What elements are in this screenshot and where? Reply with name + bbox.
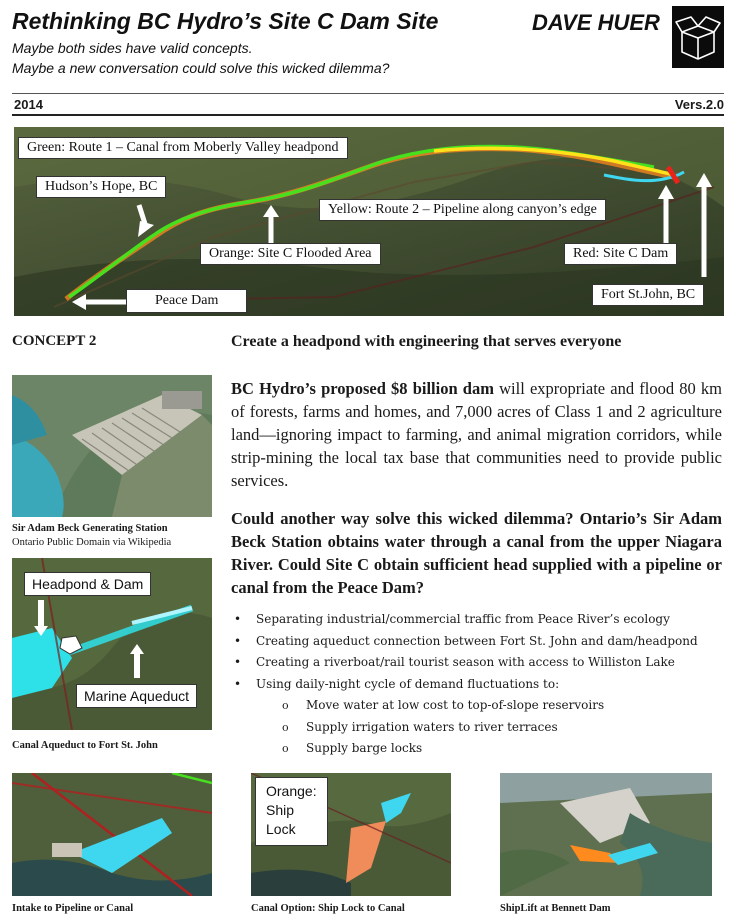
list-item: • Creating aqueduct connection between Fort St. John and dam/headpond xyxy=(234,631,724,653)
subtitle-line-2: Maybe a new conversation could solve this wicked dilemma? xyxy=(12,60,390,76)
benefits-list xyxy=(234,609,724,760)
label-red-dam: Red: Site C Dam xyxy=(564,243,677,265)
body-paragraph-2: Could another way solve this wicked dilemma? Ontario’s Sir Adam Beck Station obtains water through a canal from the upper Niagara River. Could Site C obtain sufficient head supplied with a pipeline or canal from the Peace Dam? xyxy=(231,509,722,597)
concept-label: CONCEPT 2 xyxy=(12,333,97,349)
label-hudsons-hope: Hudson’s Hope, BC xyxy=(36,176,166,198)
aqueduct-photo xyxy=(12,558,212,730)
sub-list-item: o Move water at low cost to top-of-slope reservoirs xyxy=(234,695,724,717)
label-marine-aqueduct: Marine Aqueduct xyxy=(76,684,197,708)
para1-rest: will expropriate and flood 80 km of forests, farms and homes, and 7,000 acres of Class 1 and 2 agriculture land—ignoring impact to farming, and animal migration corridors, while strip-mining the local tax base that communities need to provide public services. xyxy=(231,379,722,490)
list-item: • Using daily-night cycle of demand fluctuations to: xyxy=(234,674,724,696)
list-item: • Creating a riverboat/rail tourist season with access to Williston Lake xyxy=(234,652,724,674)
body-paragraph-1 xyxy=(231,377,722,492)
label-headpond-dam: Headpond & Dam xyxy=(24,572,151,596)
intake-photo xyxy=(12,773,212,896)
label-orange-flooded: Orange: Site C Flooded Area xyxy=(200,243,381,265)
sub-list-item: o Supply barge locks xyxy=(234,738,724,760)
header-rule xyxy=(12,93,724,94)
version-label: Vers.2.0 xyxy=(674,97,724,112)
beck-station-photo xyxy=(12,375,212,517)
document-title: Rethinking BC Hydro’s Site C Dam Site xyxy=(12,8,439,34)
concept-heading: Create a headpond with engineering that serves everyone xyxy=(231,333,622,350)
year-label: 2014 xyxy=(14,97,43,112)
aqueduct-caption: Canal Aqueduct to Fort St. John xyxy=(12,740,158,751)
beck-station-caption: Sir Adam Beck Generating Station xyxy=(12,523,168,534)
shiplift-caption: ShipLift at Bennett Dam xyxy=(500,903,611,914)
label-fort-st-john: Fort St.John, BC xyxy=(592,284,704,306)
route-map xyxy=(14,127,724,316)
list-item: • Separating industrial/commercial traffic from Peace River’s ecology xyxy=(234,609,724,631)
shiplift-photo xyxy=(500,773,712,896)
label-green-route-1: Green: Route 1 – Canal from Moberly Valley headpond xyxy=(18,137,348,159)
subtitle-line-1: Maybe both sides have valid concepts. xyxy=(12,40,253,56)
shiplock-photo xyxy=(251,773,451,896)
header-rule-thick xyxy=(12,114,724,116)
sub-list-item: o Supply irrigation waters to river terraces xyxy=(234,717,724,739)
shiplock-caption: Canal Option: Ship Lock to Canal xyxy=(251,903,405,914)
open-box-icon xyxy=(672,6,724,68)
label-ship-lock: Orange: Ship Lock xyxy=(255,777,328,846)
beck-station-credit: Ontario Public Domain via Wikipedia xyxy=(12,537,172,548)
label-peace-dam: Peace Dam xyxy=(126,289,247,313)
label-yellow-route-2: Yellow: Route 2 – Pipeline along canyon’s edge xyxy=(319,199,606,221)
author-name: DAVE HUER xyxy=(532,10,660,35)
para1-bold-lead: BC Hydro’s proposed $8 billion dam xyxy=(231,379,494,398)
intake-caption: Intake to Pipeline or Canal xyxy=(12,903,134,914)
